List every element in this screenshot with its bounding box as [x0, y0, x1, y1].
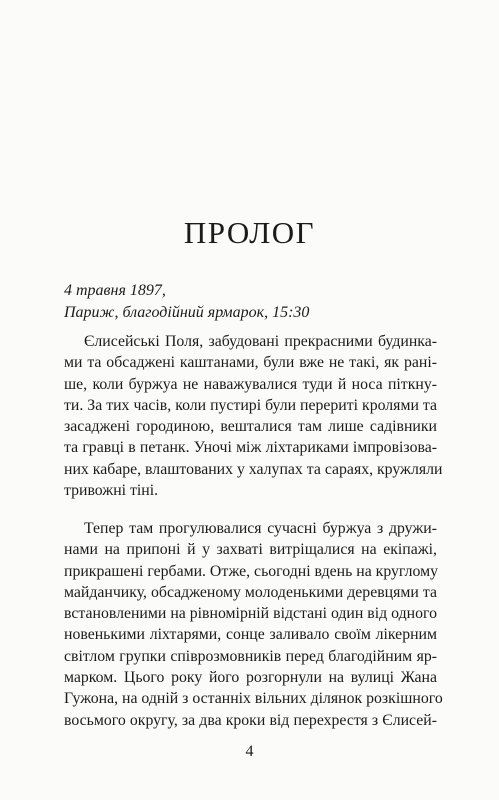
paragraph-2 — [64, 518, 443, 731]
text-line: ше, коли буржуа не наважувалися туди й носа піткну- — [64, 375, 437, 393]
dateline-place: Париж, благодійний ярмарок, 15:30 — [64, 303, 310, 321]
text-line: тривожні тіні. — [64, 482, 159, 500]
text-line: нами на припоні й у захваті витріщалися на екіпажі, — [64, 541, 437, 559]
text-line: Тепер там прогулювалися сучасні буржуа з дружи- — [84, 520, 437, 537]
text-line: світлом групки співрозмовників перед благодійним яр- — [64, 647, 437, 665]
text-line: засаджені городиною, вешталися там лише садівники — [64, 418, 437, 436]
page-number: 4 — [245, 743, 254, 760]
text-line: Гужона, на одній з останніх вільних ділянок розкішного — [64, 690, 443, 708]
text-line: та гравці в петанк. Уночі між ліхтариками імпровізова- — [64, 439, 437, 457]
text-line: новенькими ліхтарями, сонце заливало своїм лікерним — [64, 626, 437, 644]
chapter-title: ПРОЛОГ — [183, 215, 316, 250]
dateline — [64, 280, 444, 323]
text-line: восьмого округу, за два кроки від перехрестя з Єлисей- — [64, 711, 437, 729]
text-line: марком. Цього року його розгорнули на вулиці Жана — [64, 669, 437, 687]
dateline-date: 4 травня 1897, — [64, 282, 166, 299]
text-line: ти. За тих часів, коли пустирі були перериті кролями та — [64, 396, 437, 414]
text-line: майданчику, обсадженому молоденькими деревцями та — [64, 583, 437, 601]
text-line: ми та обсаджені каштанами, були вже не такі, як рані- — [64, 354, 437, 372]
text-line: прикрашені гербами. Отже, сьогодні вдень на круглому — [64, 562, 438, 580]
text-line: встановленими на рівномірній відстані один від одного — [64, 605, 437, 623]
text-line: Єлисейські Поля, забудовані прекрасними будинка- — [84, 333, 437, 350]
text-line: них кабаре, влаштованих у халупах та сараях, кружляли — [64, 460, 443, 478]
paragraph-1 — [64, 331, 443, 501]
